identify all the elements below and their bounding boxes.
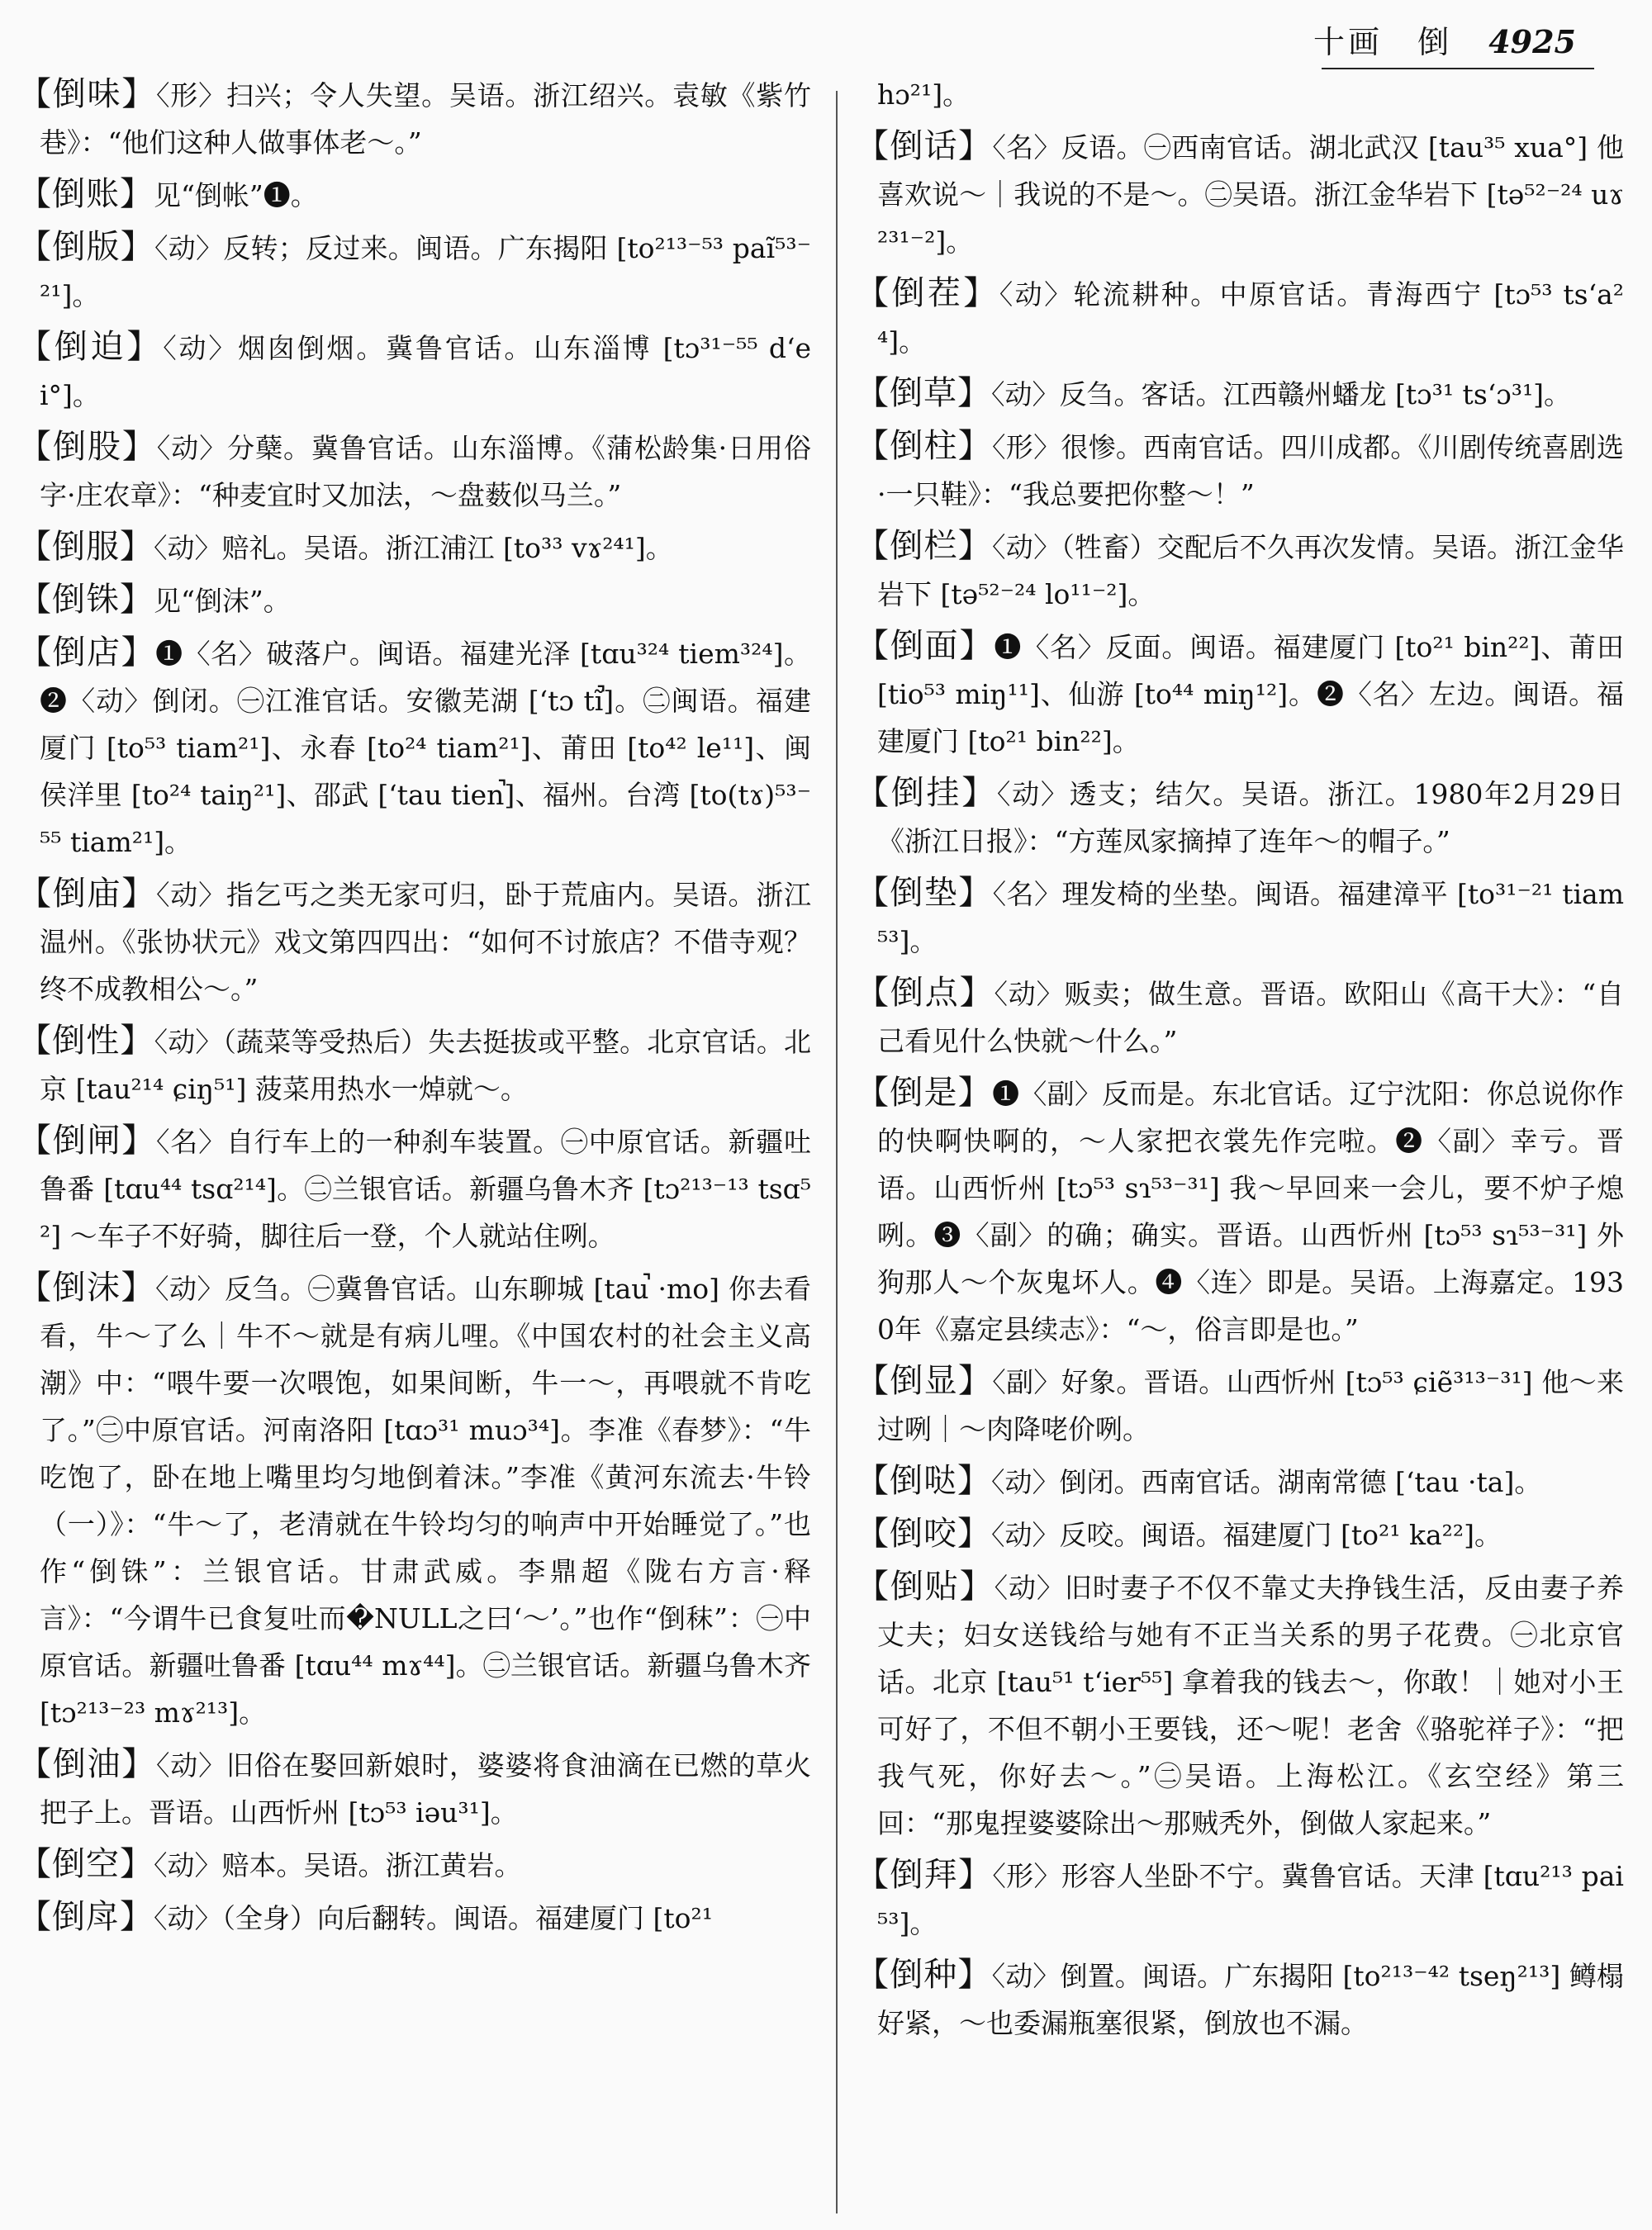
dictionary-entry bbox=[18, 71, 811, 166]
entry-definition: 见“倒沫”。 bbox=[154, 585, 291, 617]
dictionary-entry bbox=[856, 970, 1624, 1065]
dictionary-entry bbox=[856, 523, 1624, 618]
entry-headword: 【倒迫】 bbox=[18, 328, 164, 366]
running-head bbox=[1313, 21, 1619, 63]
section-label: 十画 bbox=[1313, 24, 1384, 60]
entry-headword: 【倒性】 bbox=[18, 1022, 154, 1060]
dictionary-entry bbox=[856, 423, 1624, 518]
entry-definition: 〈动〉倒闭。西南官话。湖南常德 [ʻtau ·ta]。 bbox=[991, 1466, 1542, 1498]
dictionary-entry bbox=[856, 1358, 1624, 1453]
entry-headword: 【倒版】 bbox=[18, 228, 154, 266]
entry-headword: 【倒垫】 bbox=[856, 874, 993, 912]
entry-definition: 〈动〉反咬。闽语。福建厦门 [to²¹ ka²²]。 bbox=[991, 1519, 1502, 1551]
entry-headword: 【倒柱】 bbox=[856, 427, 993, 465]
entry-definition: 〈形〉很惨。西南官话。四川成都。《川剧传统喜剧选·一只鞋》：“我总要把你整～！” bbox=[877, 431, 1624, 510]
dictionary-entry bbox=[18, 424, 811, 519]
entry-definition: 〈动〉赔礼。吴语。浙江浦江 [to³³ vɤ²⁴¹]。 bbox=[154, 532, 673, 564]
dictionary-entry bbox=[856, 1458, 1624, 1506]
entry-definition: 〈动〉反刍。客话。江西赣州蟠龙 [tɔ³¹ tsʻɔ³¹]。 bbox=[991, 378, 1572, 410]
entry-definition: 〈名〉自行车上的一种刹车装置。㊀中原官话。新疆吐鲁番 [tɑu⁴⁴ tsɑ²¹⁴]。㊁兰银官话。新疆乌鲁木齐 [tɔ²¹³⁻¹³ tsɑ⁵²] ～车子不好骑，脚往后一登，个人就站住咧。 bbox=[40, 1126, 811, 1252]
dictionary-entry bbox=[18, 871, 811, 1013]
entry-headword: 【倒账】 bbox=[18, 175, 154, 213]
dictionary-entry bbox=[18, 224, 811, 319]
entry-headword: 【倒戽】 bbox=[18, 1898, 154, 1936]
dictionary-entry bbox=[18, 1841, 811, 1889]
dictionary-entry bbox=[18, 324, 811, 419]
entry-headword: 【倒铢】 bbox=[18, 581, 154, 619]
entry-definition: hɔ²¹]。 bbox=[877, 78, 971, 111]
entry-headword: 【倒哒】 bbox=[856, 1462, 991, 1500]
entry-headword: 【倒店】 bbox=[18, 633, 156, 671]
entry-headword: 【倒股】 bbox=[18, 428, 157, 466]
dictionary-entry bbox=[18, 1018, 811, 1113]
head-character: 倒 bbox=[1417, 24, 1450, 60]
entry-definition: 〈动〉指乞丐之类无家可归，卧于荒庙内。吴语。浙江温州。《张协状元》戏文第四四出：“如何不讨旅店？不借寺观？终不成教相公～。” bbox=[40, 879, 811, 1005]
right-column bbox=[856, 71, 1624, 2218]
entry-headword: 【倒草】 bbox=[856, 374, 991, 412]
entry-headword: 【倒咬】 bbox=[856, 1515, 991, 1553]
dictionary-entry bbox=[18, 1117, 811, 1260]
entry-headword: 【倒挂】 bbox=[856, 774, 997, 812]
dictionary-entry bbox=[856, 1511, 1624, 1559]
entry-headword: 【倒闸】 bbox=[18, 1122, 157, 1160]
dictionary-entry bbox=[856, 770, 1624, 865]
entry-definition: ❶〈名〉破落户。闽语。福建光泽 [tɑu³²⁴ tiem³²⁴]。❷〈动〉倒闭。㊀江淮官话。安徽芜湖 [ʻtɔ tĩ̚]。㊁闽语。福建厦门 [to⁵³ tiam²¹]、永春 [to²⁴ tiam²¹]、莆田 [to⁴² le¹¹]、闽侯洋里 [to²⁴ taiŋ²¹]、邵武 [ʻtau tien̚]、福州。台湾 [to(tɤ)⁵³⁻⁵⁵ tiam²¹]。 bbox=[40, 638, 811, 858]
dictionary-entry bbox=[856, 370, 1624, 418]
dictionary-entry bbox=[856, 623, 1624, 765]
entry-headword: 【倒庙】 bbox=[18, 875, 157, 913]
page-number: 4925 bbox=[1488, 23, 1576, 60]
entry-headword: 【倒是】 bbox=[856, 1074, 993, 1112]
entry-headword: 【倒点】 bbox=[856, 974, 995, 1012]
entry-headword: 【倒味】 bbox=[18, 75, 157, 113]
dictionary-entry bbox=[856, 1070, 1624, 1353]
entry-headword: 【倒话】 bbox=[856, 127, 993, 165]
entry-definition: 〈副〉好象。晋语。山西忻州 [tɔ⁵³ ɕiẽ³¹³⁻³¹] 他～来过咧｜～肉降咾价咧。 bbox=[877, 1366, 1624, 1445]
dictionary-entry bbox=[856, 270, 1624, 365]
dictionary-entry bbox=[856, 1852, 1624, 1947]
dictionary-entry bbox=[18, 576, 811, 624]
entry-definition: 〈动〉贩卖；做生意。晋语。欧阳山《高干大》：“自己看见什么快就～什么。” bbox=[877, 978, 1624, 1057]
dictionary-entry bbox=[18, 524, 811, 572]
entry-definition: 见“倒帐”❶。 bbox=[154, 179, 318, 211]
entry-definition: 〈名〉理发椅的坐垫。闽语。福建漳平 [to³¹⁻²¹ tiam⁵³]。 bbox=[877, 878, 1624, 957]
entry-headword: 【倒服】 bbox=[18, 528, 154, 566]
entry-headword: 【倒种】 bbox=[856, 1956, 992, 1994]
dictionary-entry bbox=[856, 1563, 1624, 1847]
dictionary-entry bbox=[856, 71, 1624, 118]
column-divider bbox=[836, 91, 838, 2213]
entry-definition: 〈形〉扫兴；令人失望。吴语。浙江绍兴。袁敏《紫竹巷》：“他们这种人做事体老～。” bbox=[40, 79, 811, 159]
entry-definition: 〈动〉（全身）向后翻转。闽语。福建厦门 [to²¹ bbox=[154, 1902, 713, 1934]
entry-headword: 【倒面】 bbox=[856, 627, 995, 665]
entry-definition: 〈动〉旧俗在娶回新娘时，婆婆将食油滴在已燃的草火把子上。晋语。山西忻州 [tɔ⁵³ iəu³¹]。 bbox=[40, 1749, 811, 1829]
entry-headword: 【倒空】 bbox=[18, 1845, 154, 1883]
dictionary-entry bbox=[18, 629, 811, 866]
entry-headword: 【倒显】 bbox=[856, 1362, 993, 1400]
dictionary-entry bbox=[856, 123, 1624, 265]
dictionary-entry bbox=[18, 1741, 811, 1836]
entry-headword: 【倒栏】 bbox=[856, 527, 993, 565]
entry-headword: 【倒沫】 bbox=[18, 1269, 155, 1307]
dictionary-entry bbox=[18, 171, 811, 219]
entry-definition: 〈动〉赔本。吴语。浙江黄岩。 bbox=[154, 1849, 522, 1881]
entry-definition: ❶〈副〉反而是。东北官话。辽宁沈阳：你总说你作的快啊快啊的，～人家把衣裳先作完啦。❷〈副〉幸亏。晋语。山西忻州 [tɔ⁵³ sɿ⁵³⁻³¹] 我～早回来一会儿，要不炉子熄咧。❸〈副〉的确；确实。晋语。山西忻州 [tɔ⁵³ sɿ⁵³⁻³¹] 外狗那人～个灰鬼坏人。❹〈连〉即是。吴语。上海嘉定。1930年《嘉定县续志》：“～，俗言即是也。” bbox=[877, 1078, 1624, 1345]
dictionary-entry bbox=[856, 870, 1624, 965]
entry-definition: 〈动〉透支；结欠。吴语。浙江。1980年2月29日《浙江日报》：“方莲凤家摘掉了连年～的帽子。” bbox=[877, 778, 1624, 857]
entry-definition: 〈动〉分蘖。冀鲁官话。山东淄博。《蒲松龄集·日用俗字·庄农章》：“种麦宜时又加法，～盘薮似马兰。” bbox=[40, 432, 811, 511]
entry-definition: 〈名〉反语。㊀西南官话。湖北武汉 [tau³⁵ xua°] 他喜欢说～｜我说的不是～。㊁吴语。浙江金华岩下 [tə⁵²⁻²⁴ uɤ²³¹⁻²]。 bbox=[877, 131, 1624, 258]
entry-headword: 【倒贴】 bbox=[856, 1568, 995, 1606]
entry-definition: ❶〈名〉反面。闽语。福建厦门 [to²¹ bin²²]、莆田 [tio⁵³ miŋ¹¹]、仙游 [to⁴⁴ miŋ¹²]。❷〈名〉左边。闽语。福建厦门 [to²¹ bin²²]。 bbox=[877, 631, 1624, 757]
entry-definition: 〈形〉形容人坐卧不宁。冀鲁官话。天津 [tɑu²¹³ pai⁵³]。 bbox=[877, 1860, 1624, 1939]
entry-definition: 〈动〉反转；反过来。闽语。广东揭阳 [to²¹³⁻⁵³ paĩ⁵³⁻²¹]。 bbox=[40, 232, 811, 311]
dictionary-entry bbox=[18, 1264, 811, 1736]
entry-definition: 〈动〉轮流耕种。中原官话。青海西宁 [tɔ⁵³ tsʻa²⁴]。 bbox=[877, 278, 1624, 358]
entry-definition: 〈动〉（牲畜）交配后不久再次发情。吴语。浙江金华岩下 [tə⁵²⁻²⁴ lo¹¹⁻²]。 bbox=[877, 531, 1624, 610]
entry-definition: 〈动〉烟囱倒烟。冀鲁官话。山东淄博 [tɔ³¹⁻⁵⁵ dʻei°]。 bbox=[40, 332, 811, 411]
entry-definition: 〈动〉（蔬菜等受热后）失去挺拔或平整。北京官话。北京 [tau²¹⁴ ɕiŋ⁵¹] 菠菜用热水一焯就～。 bbox=[40, 1026, 811, 1105]
dictionary-entry bbox=[856, 1952, 1624, 2047]
entry-headword: 【倒茬】 bbox=[856, 274, 999, 312]
entry-definition: 〈动〉倒置。闽语。广东揭阳 [to²¹³⁻⁴² tseŋ²¹³] 鳟榻好紧，～也委漏瓶塞很紧，倒放也不漏。 bbox=[877, 1960, 1624, 2039]
dictionary-entry bbox=[18, 1894, 811, 1942]
header-rule bbox=[1322, 68, 1594, 69]
entry-definition: 〈动〉反刍。㊀冀鲁官话。山东聊城 [tau̚ ·mo] 你去看看，牛～了么｜牛不～就是有病儿哩。《中国农村的社会主义高潮》中：“喂牛要一次喂饱，如果间断，牛一～，再喂就不肯吃了。”㊁中原官话。河南洛阳 [tɑɔ³¹ muɔ³⁴]。李准《春梦》：“牛吃饱了，卧在地上嘴里均匀地倒着沫。”李准《黄河东流去·牛铃（一）》：“牛～了，老清就在牛铃均匀的响声中开始睡觉了。”也作“倒铢”：兰银官话。甘肃武威。李鼎超《陇右方言·释言》：“今谓牛已食复吐而�NULL之曰‘～’。”也作“倒秣”：㊀中原官话。新疆吐鲁番 [tɑu⁴⁴ mɤ⁴⁴]。㊁兰银官话。新疆乌鲁木齐 [tɔ²¹³⁻²³ mɤ²¹³]。 bbox=[40, 1273, 811, 1729]
entry-definition: 〈动〉旧时妻子不仅不靠丈夫挣钱生活，反由妻子养丈夫；妇女送钱给与她有不正当关系的男子花费。㊀北京官话。北京 [tau⁵¹ tʻier⁵⁵] 拿着我的钱去～，你敢！｜她对小王可好了，不但不朝小王要钱，还～呢！老舍《骆驼祥子》：“把我气死，你好去～。”㊁吴语。上海松江。《玄空经》第三回：“那鬼捏婆婆除出～那贼秃外，倒做人家起来。” bbox=[877, 1572, 1624, 1839]
entry-headword: 【倒拜】 bbox=[856, 1856, 993, 1894]
entry-headword: 【倒油】 bbox=[18, 1745, 157, 1783]
left-column bbox=[18, 71, 811, 2218]
